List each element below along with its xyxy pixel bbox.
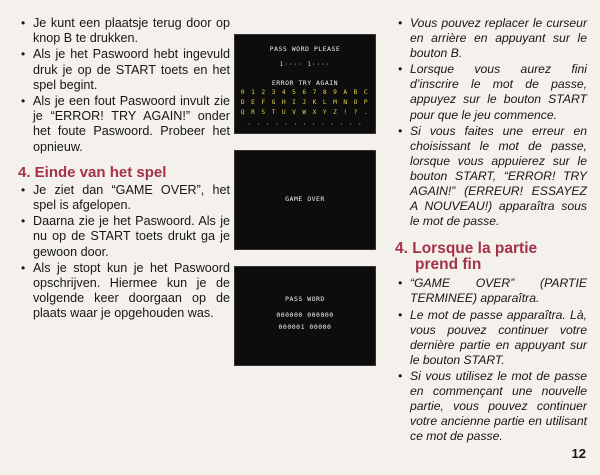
password-code: 1···· 1···· bbox=[279, 61, 331, 68]
list-item: • Als je stopt kun je het Paswoord opschrijven. Hiermee kun je de volgende keer doorgaan op de plaats waar je opgehouden was. bbox=[21, 260, 230, 321]
password-display-screen bbox=[234, 266, 376, 366]
char-grid-row: 0 1 2 3 4 5 6 7 8 9 A B C bbox=[240, 89, 370, 96]
game-over-screen bbox=[234, 150, 376, 250]
page-number: 12 bbox=[571, 446, 586, 461]
list-item: • Lorsque vous aurez fini d’inscrire le mot de passe, appuyez sur le bouton START pour que le jeu commence. bbox=[398, 62, 587, 122]
dutch-bullets-top bbox=[18, 16, 230, 155]
bullet-icon: • bbox=[21, 16, 26, 30]
list-item: • Si vous faites une erreur en choisissant le mot de passe, lorsque vous appuierez sur le bouton START, “ERROR! TRY AGAIN!” (ERREUR! ESSAYEZ A NOUVEAU!) apparaîtra sous le mot de passe. bbox=[398, 123, 587, 229]
bullet-icon: • bbox=[398, 123, 403, 138]
bullet-icon: • bbox=[21, 260, 26, 275]
password-line: 000000 000000 bbox=[276, 311, 334, 319]
list-item: • “GAME OVER” (PARTIE TERMINEE) apparaîtra. bbox=[398, 276, 587, 306]
list-item: • Je kunt een plaatsje terug door op knop B te drukken. bbox=[21, 16, 230, 46]
bullet-icon: • bbox=[398, 16, 403, 30]
bullet-icon: • bbox=[21, 94, 26, 109]
list-item: • Je ziet dan “GAME OVER”, het spel is afgelopen. bbox=[21, 182, 230, 213]
french-bullets-bottom bbox=[395, 276, 587, 444]
bullet-icon: • bbox=[21, 182, 26, 197]
french-column bbox=[395, 16, 587, 445]
list-item: • Si vous utilisez le mot de passe en commençant une nouvelle partie, vous pouvez continuer votre ancienne partie en utilisant ce mot de passe. bbox=[398, 368, 587, 444]
list-item: • Le mot de passe apparaîtra. Là, vous pouvez continuer votre dernière partie en appuyant sur le bouton START. bbox=[398, 307, 587, 367]
char-grid-row: D E F G H I J K L M N O P bbox=[240, 99, 370, 106]
list-item: • Daarna zie je het Paswoord. Als je nu op de START toets drukt ga je gewoon door. bbox=[21, 214, 230, 259]
char-grid-row: Q R S T U V W X Y Z ! ? . bbox=[240, 109, 370, 116]
list-item: • Als je een fout Paswoord invult zie je “ERROR! TRY AGAIN!” onder het foute Paswoord. Probeer het opnieuw. bbox=[21, 94, 230, 154]
french-bullets-top bbox=[395, 16, 587, 229]
french-section-heading: 4. Lorsque la partie prend fin bbox=[395, 240, 538, 274]
grid-dots: · · · · · · · · · · · · · bbox=[247, 121, 363, 128]
password-line: 000001 00000 bbox=[278, 323, 332, 331]
error-message: ERROR TRY AGAIN bbox=[271, 79, 339, 87]
password-entry-screen bbox=[234, 34, 376, 134]
bullet-icon: • bbox=[398, 307, 403, 322]
bullet-icon: • bbox=[398, 276, 403, 291]
dutch-column bbox=[18, 16, 230, 323]
list-item: • Als je het Paswoord hebt ingevuld druk je op de START toets en het spel begint. bbox=[21, 47, 230, 92]
dutch-section-heading: 4. Einde van het spel bbox=[18, 163, 167, 181]
dutch-bullets-bottom bbox=[18, 183, 230, 322]
bullet-icon: • bbox=[21, 214, 26, 229]
list-item: • Vous pouvez replacer le curseur en arrière en appuyant sur le bouton B. bbox=[398, 16, 587, 61]
screen-title: PASS WORD PLEASE bbox=[269, 45, 341, 53]
screen-title: PASS WORD bbox=[285, 295, 325, 303]
bullet-icon: • bbox=[21, 47, 26, 62]
bullet-icon: • bbox=[398, 62, 403, 77]
game-over-text: GAME OVER bbox=[285, 195, 325, 203]
bullet-icon: • bbox=[398, 368, 403, 383]
